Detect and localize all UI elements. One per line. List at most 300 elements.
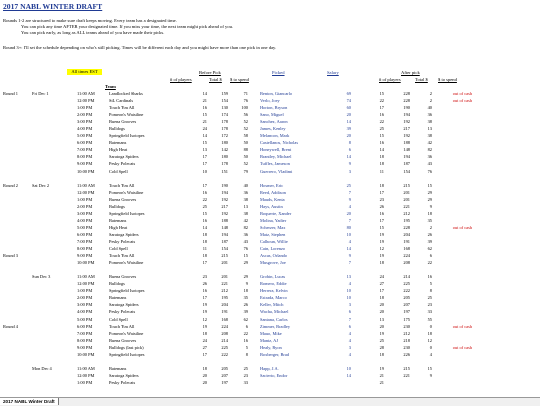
day-cell (32, 168, 77, 175)
spend-after-cell: 4 (429, 351, 432, 357)
day-cell (32, 97, 77, 104)
day-cell (32, 196, 77, 203)
total-before-cell: 208 (221, 330, 228, 336)
cash-status-cell (432, 259, 472, 266)
team-cell: Cold Spell (109, 168, 128, 174)
round-cell (3, 344, 32, 351)
salary-cell: 8 (348, 140, 351, 146)
spend-after-cell: 2 (429, 224, 432, 230)
day-cell (32, 189, 77, 196)
round-cell: Round 4 (3, 323, 19, 329)
round-cell (3, 238, 32, 245)
time-cell: 8:00 PM (77, 246, 93, 252)
team-cell: Saratoga Spiders (109, 302, 139, 308)
time-cell: 11:00 AM (77, 365, 95, 371)
players-before-cell: 11 (202, 246, 207, 252)
table-row (3, 153, 472, 160)
salary-cell: 9 (348, 161, 351, 167)
day-cell: Sun Dec 3 (32, 274, 51, 280)
picked-player-cell (248, 379, 330, 386)
players-before-cell: 18 (202, 365, 207, 371)
spend-after-cell: 29 (427, 189, 432, 195)
spend-before-cell: 50 (243, 154, 248, 160)
total-after-cell: 215 (403, 365, 410, 371)
team-cell: Saratoga Spiders (109, 372, 139, 378)
round-cell (3, 308, 32, 315)
team-cell: Cold Spell (109, 246, 128, 252)
players-after-cell: 19 (379, 253, 384, 259)
spend-before-cell: 5 (245, 344, 248, 350)
picked-header: Picked (272, 70, 285, 75)
players-after-cell: 21 (379, 379, 384, 385)
table-row (3, 189, 472, 196)
spend-before-cell: 22 (243, 330, 248, 336)
salary-cell: 6 (348, 323, 351, 329)
cash-status-cell (432, 132, 472, 139)
day-cell (32, 294, 77, 301)
total-after-cell: 221 (403, 203, 410, 209)
day-cell (32, 323, 77, 330)
total-after-cell: 204 (403, 231, 410, 237)
spend-after-cell: 25 (427, 295, 432, 301)
spend-after-cell: 38 (427, 133, 432, 139)
day-cell (32, 330, 77, 337)
players-before-cell: 19 (202, 309, 207, 315)
salary-cell: 4 (348, 203, 351, 209)
cash-status-cell (432, 160, 472, 167)
picked-player-cell: Tuffles, Jameson (260, 161, 290, 167)
day-cell: Sat Dec 2 (32, 182, 50, 188)
players-before-cell: 17 (202, 295, 207, 301)
salary-cell: 14 (346, 372, 351, 378)
day-cell (32, 372, 77, 379)
table-row (3, 301, 472, 308)
round-cell (3, 301, 32, 308)
day-cell (32, 203, 77, 210)
players-before-cell: 14 (202, 91, 207, 96)
to-spend-header: $ to spend (230, 77, 249, 82)
spend-before-cell: 58 (243, 133, 248, 139)
total-before-cell: 192 (221, 196, 228, 202)
day-cell: Mon Dec 4 (32, 365, 52, 371)
table-row (3, 139, 472, 146)
total-after-cell: 214 (403, 274, 410, 280)
round3-note: Round 3+: I'll set the schedule depending on who's still picking. Times will be different each day and you might have more than one pick in one day. (3, 45, 277, 50)
table-row (3, 238, 472, 245)
day-cell (32, 104, 77, 111)
picked-player-cell: Herrera, Kelvin (260, 288, 288, 294)
time-cell: 1:00 PM (77, 288, 93, 294)
salary-cell: 4 (348, 281, 351, 287)
total-before-cell: 215 (221, 253, 228, 259)
total-after-cell: 192 (403, 119, 410, 125)
time-cell: 5:00 PM (77, 316, 93, 322)
after-total-header: Total $ (415, 77, 428, 82)
spacer-row (3, 175, 472, 182)
total-after-cell: 205 (403, 295, 410, 301)
spend-after-cell: 15 (427, 182, 432, 188)
players-before-cell: 20 (202, 372, 207, 378)
players-after-cell: 27 (379, 281, 384, 287)
round-cell: Round 3 (3, 253, 19, 259)
table-row (3, 337, 472, 344)
time-cell: 3:00 PM (77, 119, 93, 125)
spend-after-cell: 16 (427, 274, 432, 280)
salary-cell: 6 (348, 309, 351, 315)
players-before-cell: 23 (202, 274, 207, 280)
team-cell: Pomeon's Waistline (109, 260, 144, 266)
players-before-cell: 10 (202, 168, 207, 174)
spend-before-cell: 56 (243, 112, 248, 118)
players-before-cell: 14 (202, 133, 207, 139)
time-cell: 2:00 PM (77, 112, 93, 118)
spend-before-cell: 15 (243, 253, 248, 259)
table-row (3, 379, 472, 386)
players-after-cell: 22 (379, 98, 384, 104)
spend-before-cell: 18 (243, 288, 248, 294)
table-row (3, 210, 472, 217)
spend-before-cell: 36 (243, 189, 248, 195)
spend-before-cell: 39 (243, 309, 248, 315)
round-cell (3, 294, 32, 301)
day-cell (32, 252, 77, 259)
team-cell: Touch 'Em All (109, 105, 135, 111)
players-after-cell: 18 (379, 182, 384, 188)
players-before-cell: 22 (202, 196, 207, 202)
total-after-cell: 224 (403, 253, 410, 259)
players-before-cell: 15 (202, 140, 207, 146)
picked-player-cell: Brantley, Michael (260, 154, 292, 160)
spend-after-cell: 26 (427, 231, 432, 237)
picked-player-cell: Cain, Lorenzo (260, 246, 286, 252)
round-cell (3, 168, 32, 175)
day-cell (32, 111, 77, 118)
round-cell (3, 245, 32, 252)
table-row (3, 287, 472, 294)
salary-cell: 9 (348, 196, 351, 202)
spend-before-cell: 35 (243, 295, 248, 301)
spend-before-cell: 29 (243, 260, 248, 266)
total-before-cell: 159 (221, 91, 228, 96)
players-after-cell: 25 (379, 126, 384, 132)
spend-before-cell: 42 (243, 217, 248, 223)
cash-status-cell (432, 379, 472, 386)
time-cell: 5:00 PM (77, 224, 93, 230)
total-after-cell: 226 (403, 351, 410, 357)
team-cell: Pesky Polecats (109, 161, 136, 167)
day-cell (32, 125, 77, 132)
total-before-cell: 214 (221, 337, 228, 343)
spend-after-cell: 8 (429, 288, 432, 294)
players-before-cell: 17 (202, 351, 207, 357)
spacer-row (3, 266, 472, 273)
table-row (3, 308, 472, 315)
total-before-cell: 195 (221, 295, 228, 301)
players-after-cell: 23 (379, 196, 384, 202)
players-before-cell: 16 (202, 288, 207, 294)
salary-cell: 7 (348, 217, 351, 223)
table-row (3, 231, 472, 238)
total-before-cell: 154 (221, 246, 228, 252)
picked-player-cell: Horton, Bryson (260, 105, 288, 111)
picked-player-cell: Keller, Mitch (260, 302, 284, 308)
picked-player-cell: Romero, Eddie (260, 281, 287, 287)
cash-status-cell (432, 365, 472, 372)
team-cell: High Heat (109, 224, 128, 230)
picked-player-cell: Melancon, Mark (260, 133, 290, 139)
cash-status-cell (432, 125, 472, 132)
spend-after-cell: 82 (427, 147, 432, 153)
players-after-cell: 16 (379, 140, 384, 146)
cash-status-cell (432, 351, 472, 358)
cash-status-cell: out of cash (452, 344, 472, 350)
time-cell: 4:00 PM (77, 309, 93, 315)
players-after-cell: 18 (379, 161, 384, 167)
table-row (3, 344, 472, 351)
total-before-cell: 188 (221, 217, 228, 223)
total-after-cell: 230 (403, 344, 410, 350)
day-cell (32, 132, 77, 139)
time-cell: 11:00 AM (77, 91, 95, 96)
round-cell (3, 316, 32, 323)
spend-before-cell: 100 (241, 105, 248, 111)
salary-cell: 14 (346, 119, 351, 125)
total-after-cell: 225 (403, 281, 410, 287)
players-before-cell: 17 (202, 154, 207, 160)
players-after-cell: 20 (379, 323, 384, 329)
spend-before-cell: 76 (243, 98, 248, 104)
cash-status-cell: out of cash (452, 323, 472, 329)
spend-after-cell: 18 (427, 210, 432, 216)
day-cell (32, 379, 77, 386)
table-row (3, 118, 472, 125)
spend-before-cell: 52 (243, 119, 248, 125)
round-cell (3, 273, 32, 280)
spend-before-cell: 82 (243, 224, 248, 230)
spend-before-cell: 50 (243, 140, 248, 146)
time-cell: 1:00 PM (77, 105, 93, 111)
players-after-cell: 18 (379, 154, 384, 160)
salary-cell: 39 (346, 126, 351, 132)
total-before-cell: 180 (221, 154, 228, 160)
cash-status-cell (432, 118, 472, 125)
total-before-cell: 222 (221, 351, 228, 357)
total-after-cell: 188 (403, 140, 410, 146)
round-cell (3, 196, 32, 203)
picked-player-cell: Molina, Yadier (260, 217, 287, 223)
picked-player-cell: Boxberger, Brad (260, 351, 290, 357)
picked-player-cell: Mauo, Mike (260, 330, 282, 336)
total-before-cell: 221 (221, 281, 228, 287)
intro-line-1: Rounds 1-2 are structured to make sure draft keeps moving. Every team has a designated time. (3, 18, 177, 23)
day-cell (32, 210, 77, 217)
day-cell (32, 139, 77, 146)
team-cell: Springfield Isotopes (109, 210, 145, 216)
time-cell: 10:00 PM (77, 351, 95, 357)
total-before-cell: 205 (221, 365, 228, 371)
spend-after-cell: 36 (427, 154, 432, 160)
total-before-cell: 190 (221, 182, 228, 188)
spend-before-cell: 38 (243, 210, 248, 216)
time-cell: 6:00 PM (77, 231, 93, 237)
salary-cell: 74 (346, 98, 351, 104)
players-before-cell: 19 (202, 323, 207, 329)
spend-after-cell: 38 (427, 119, 432, 125)
day-cell (32, 153, 77, 160)
total-after-cell: 194 (403, 112, 410, 118)
picked-player-cell: Mauds, Kenta (260, 196, 285, 202)
players-before-cell: 17 (202, 182, 207, 188)
team-cell: Touch 'Em All (109, 253, 135, 259)
players-before-cell: 12 (202, 316, 207, 322)
spend-before-cell: 71 (243, 91, 248, 96)
salary-cell: 4 (348, 337, 351, 343)
picked-player-cell: Guerrero, Vladimi (260, 168, 293, 174)
players-after-cell: 20 (379, 302, 384, 308)
time-cell: 7:00 PM (77, 238, 93, 244)
team-cell: Touch 'Em All (109, 182, 135, 188)
spend-after-cell: 62 (427, 246, 432, 252)
table-row (3, 351, 472, 358)
total-after-cell: 228 (403, 224, 410, 230)
players-before-cell: 21 (202, 119, 207, 125)
total-before-cell: 191 (221, 309, 228, 315)
players-before-cell: 14 (202, 224, 207, 230)
num-players-header: # of players (170, 77, 192, 82)
round-cell (3, 97, 32, 104)
team-cell: Pomeon's Waistline (109, 112, 144, 118)
players-before-cell: 16 (202, 189, 207, 195)
table-row (3, 259, 472, 266)
cash-status-cell (432, 196, 472, 203)
total-before-cell: 130 (221, 105, 228, 111)
spend-before-cell: 36 (243, 231, 248, 237)
table-row (3, 104, 472, 111)
sheet-tab[interactable]: 2017 NABL Winter Draft (0, 398, 59, 405)
day-cell (32, 301, 77, 308)
cash-status-cell (432, 238, 472, 245)
time-cell: 12:00 PM (77, 372, 95, 378)
picked-player-cell: Calhoun, Willie (260, 238, 288, 244)
spend-after-cell: 5 (429, 281, 432, 287)
picked-player-cell: Hays, Austin (260, 203, 283, 209)
picked-player-cell: Mantz, AJ (260, 337, 279, 343)
players-after-cell: 15 (379, 224, 384, 230)
players-after-cell: 17 (379, 288, 384, 294)
table-row (3, 316, 472, 323)
spend-after-cell (410, 379, 432, 386)
table-row (3, 111, 472, 118)
day-cell (32, 224, 77, 231)
total-after-cell: 190 (403, 105, 410, 111)
spend-before-cell: 79 (243, 168, 248, 174)
total-after-cell: 208 (403, 260, 410, 266)
salary-cell: 3 (348, 344, 351, 350)
round-cell (3, 231, 32, 238)
spend-after-cell: 0 (429, 344, 432, 350)
total-before-cell: 174 (221, 112, 228, 118)
total-before-cell: 224 (221, 323, 228, 329)
players-before-cell: 15 (202, 112, 207, 118)
spend-after-cell: 6 (429, 253, 432, 259)
round-cell (3, 104, 32, 111)
players-before-cell: 21 (202, 98, 207, 104)
day-cell (32, 344, 77, 351)
players-after-cell: 15 (379, 91, 384, 96)
day-cell (32, 146, 77, 153)
spend-after-cell: 2 (429, 91, 432, 96)
team-cell: Buena Grooves (109, 196, 137, 202)
time-cell: 11:00 AM (77, 274, 95, 280)
cash-status-cell: out of cash (452, 98, 472, 104)
cash-status-cell: out of cash (452, 224, 472, 230)
spend-after-cell: 40 (427, 105, 432, 111)
time-cell: 4:00 PM (77, 126, 93, 132)
players-after-cell: 20 (379, 309, 384, 315)
players-after-cell: 17 (379, 217, 384, 223)
picked-player-cell: Scherzer, Max (260, 224, 286, 230)
total-before-cell: 172 (221, 133, 228, 139)
spend-before-cell: 38 (243, 196, 248, 202)
day-cell: Fri Dec 1 (32, 91, 49, 96)
spend-before-cell: 52 (243, 126, 248, 132)
time-cell: 10:00 PM (77, 168, 95, 174)
round-cell: Round 2 (3, 182, 19, 188)
players-after-cell: 16 (379, 210, 384, 216)
table-row (3, 97, 472, 104)
cash-status-cell: out of cash (452, 91, 472, 96)
players-after-cell: 18 (379, 260, 384, 266)
players-after-cell: 21 (379, 372, 384, 378)
total-after-cell: 212 (403, 330, 410, 336)
round-cell (3, 224, 32, 231)
salary-cell: 25 (346, 182, 351, 188)
round-cell (3, 160, 32, 167)
picked-player-cell: Estrada, Marco (260, 295, 287, 301)
team-cell: Cold Spell (109, 316, 128, 322)
picked-player-cell: Reed, Addison (260, 189, 286, 195)
time-cell: 6:00 PM (77, 140, 93, 146)
cash-status-cell (432, 111, 472, 118)
spend-after-cell: 35 (427, 217, 432, 223)
salary-cell: 60 (346, 105, 351, 111)
spend-before-cell: 13 (243, 203, 248, 209)
cash-status-cell (432, 330, 472, 337)
table-row (3, 90, 472, 97)
time-cell: 8:00 PM (77, 154, 93, 160)
picked-player-cell: Ascas, Orlando (260, 253, 288, 259)
spend-after-cell: 9 (429, 203, 432, 209)
cash-status-cell (432, 210, 472, 217)
before-pick-header: Before Pick (199, 70, 221, 75)
day-cell (32, 316, 77, 323)
total-after-cell: 217 (403, 126, 410, 132)
picked-player-cell: Matz, Stephen (260, 231, 286, 237)
day-cell (32, 259, 77, 266)
time-cell: 3:00 PM (77, 210, 93, 216)
picked-player-cell: Happ, J.A. (260, 365, 279, 371)
table-row (3, 280, 472, 287)
spend-before-cell: 33 (243, 379, 248, 385)
picked-player-cell: Santana, Carlos (260, 316, 288, 322)
cash-status-cell (432, 168, 472, 175)
time-cell: 2:00 PM (77, 203, 93, 209)
team-cell: Bulldogs (last pick) (109, 344, 144, 350)
intro-line-2: You can pick any time AFTER your designated time. If you miss your time, the next team might pick ahead of you. (21, 24, 234, 30)
total-header: Total $ (209, 77, 222, 82)
day-cell (32, 337, 77, 344)
table-row (3, 330, 472, 337)
